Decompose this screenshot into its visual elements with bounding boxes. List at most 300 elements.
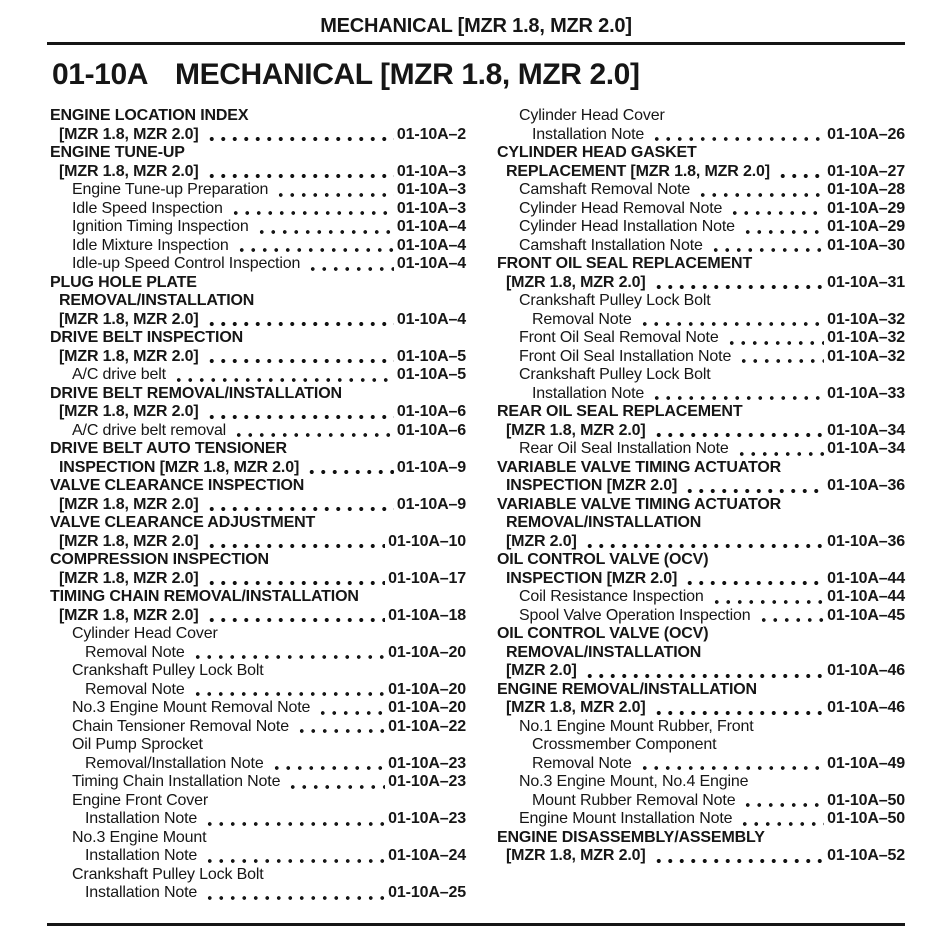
toc-entry-text: INSPECTION [MZR 2.0] [506, 569, 678, 587]
toc-page-number: 01-10A–4 [396, 310, 466, 328]
toc-line [50, 496, 466, 515]
toc-page-number: 01-10A–45 [827, 606, 905, 624]
toc-entry [497, 718, 905, 774]
footer-rule [47, 923, 905, 926]
toc-line [50, 126, 466, 145]
dot-leader [734, 440, 824, 459]
toc-entry-text: Cylinder Head Installation Note [519, 218, 735, 235]
toc-line [50, 422, 466, 441]
dot-leader [740, 792, 824, 811]
toc-entry-text: Crossmember Component [532, 736, 717, 753]
toc-entry-text: Removal Note [532, 310, 632, 328]
toc-line [497, 477, 905, 496]
dot-leader [234, 237, 394, 256]
toc-entry-text: Engine Tune-up Preparation [72, 181, 269, 198]
toc-entry [50, 440, 466, 477]
toc-entry-text: No.3 Engine Mount [72, 828, 207, 846]
toc-page-number: 01-10A–36 [827, 532, 905, 550]
toc-page-number: 01-10A–52 [827, 847, 905, 864]
toc-entry-text: [MZR 1.8, MZR 2.0] [506, 699, 646, 716]
toc-entry-text: VALVE CLEARANCE INSPECTION [50, 477, 305, 494]
toc-entry [50, 514, 466, 551]
toc-entry-text: Cylinder Head Cover [519, 107, 665, 124]
toc-entry [497, 348, 905, 367]
toc-entry-text: [MZR 1.8, MZR 2.0] [59, 310, 199, 328]
toc-page-number: 01-10A–20 [388, 699, 466, 716]
toc-line [50, 403, 466, 422]
toc-line [50, 366, 466, 385]
toc-entry [497, 625, 905, 681]
toc-entry [50, 366, 466, 385]
toc-line [497, 533, 905, 552]
toc-page-number: 01-10A–22 [388, 717, 466, 735]
toc-entry [50, 144, 466, 181]
toc-line [50, 625, 466, 644]
dot-leader [204, 607, 386, 626]
toc-entry [497, 681, 905, 718]
toc-page-number: 01-10A–23 [388, 810, 466, 827]
toc-entry-text: TIMING CHAIN REMOVAL/INSTALLATION [50, 588, 359, 605]
toc-line [497, 681, 905, 700]
toc-entry [50, 625, 466, 662]
toc-line [497, 718, 905, 737]
toc-line [497, 551, 905, 570]
toc-line [50, 773, 466, 792]
toc-entry [50, 107, 466, 144]
toc-entry-text: FRONT OIL SEAL REPLACEMENT [497, 255, 753, 272]
toc-line [497, 810, 905, 829]
dot-leader [582, 533, 825, 552]
toc-entry [50, 662, 466, 699]
toc-page-number: 01-10A–34 [827, 421, 905, 439]
toc-entry-text: Cylinder Head Removal Note [519, 199, 723, 217]
toc-line [50, 718, 466, 737]
toc-page-number: 01-10A–6 [396, 403, 466, 420]
dot-leader [202, 884, 385, 903]
toc-entry [497, 329, 905, 348]
toc-entry-text: Removal Note [85, 680, 185, 698]
toc-line [497, 773, 905, 792]
toc-line [497, 699, 905, 718]
toc-line [497, 607, 905, 626]
toc-entry [50, 237, 466, 256]
toc-page-number: 01-10A–34 [827, 440, 905, 457]
toc-line [497, 274, 905, 293]
toc-line [497, 255, 905, 274]
toc-line [50, 477, 466, 496]
toc-entry-text: Oil Pump Sprocket [72, 736, 203, 753]
toc-entry [497, 773, 905, 810]
toc-entry-text: REPLACEMENT [MZR 1.8, MZR 2.0] [506, 162, 770, 180]
dot-leader [285, 773, 385, 792]
toc-page-number: 01-10A–50 [827, 810, 905, 827]
toc-line [50, 459, 466, 478]
toc-entry-text: REMOVAL/INSTALLATION [506, 514, 702, 531]
toc-line [50, 144, 466, 163]
toc-line [497, 792, 905, 811]
toc-entry-text: REMOVAL/INSTALLATION [506, 643, 702, 661]
dot-leader [204, 163, 394, 182]
toc-entry-text: Coil Resistance Inspection [519, 588, 704, 605]
toc-entry-text: DRIVE BELT INSPECTION [50, 329, 244, 346]
toc-entry-text: Spool Valve Operation Inspection [519, 606, 751, 624]
dot-leader [231, 422, 394, 441]
toc-entry [497, 459, 905, 496]
toc-line [497, 292, 905, 311]
dot-leader [269, 755, 386, 774]
toc-line [497, 385, 905, 404]
toc-entry-text: INSPECTION [MZR 2.0] [506, 477, 678, 494]
toc-entry-text: Front Oil Seal Removal Note [519, 329, 719, 346]
toc-entry [50, 385, 466, 422]
toc-entry-text: Crankshaft Pulley Lock Bolt [519, 292, 711, 309]
dot-leader [637, 755, 825, 774]
section-number: 01-10A [52, 58, 148, 91]
dot-leader [315, 699, 385, 718]
toc-line [497, 311, 905, 330]
toc-entry-text: Removal Note [85, 643, 185, 661]
toc-page-number: 01-10A–4 [396, 255, 466, 272]
toc-entry-text: OIL CONTROL VALVE (OCV) [497, 625, 709, 642]
dot-leader [304, 459, 394, 478]
toc-line [497, 422, 905, 441]
toc-entry [497, 810, 905, 829]
toc-line [497, 496, 905, 515]
toc-line [50, 107, 466, 126]
toc-page-number: 01-10A–32 [827, 329, 905, 346]
toc-entry [497, 181, 905, 200]
page-title [52, 58, 640, 92]
toc-entry-text: Installation Note [85, 884, 198, 901]
toc-line [497, 163, 905, 182]
toc-line [50, 514, 466, 533]
toc-page-number: 01-10A–27 [827, 162, 905, 180]
toc-entry-text: VARIABLE VALVE TIMING ACTUATOR [497, 495, 782, 513]
dot-leader [637, 311, 825, 330]
toc-entry-text: Engine Mount Installation Note [519, 810, 733, 827]
dot-leader [204, 403, 394, 422]
toc-entry [497, 107, 905, 144]
toc-line [50, 181, 466, 200]
toc-entry-text: REAR OIL SEAL REPLACEMENT [497, 403, 743, 420]
toc-entry-text: ENGINE LOCATION INDEX [50, 107, 249, 124]
toc-entry-text: Removal Note [532, 754, 632, 772]
toc-entry [50, 181, 466, 200]
toc-entry-text: Installation Note [85, 847, 198, 864]
toc-page-number: 01-10A–3 [396, 181, 466, 198]
dot-leader [651, 422, 825, 441]
dot-leader [651, 274, 825, 293]
toc-line [497, 329, 905, 348]
toc-line [50, 348, 466, 367]
toc-entry [50, 792, 466, 829]
dot-leader [649, 126, 824, 145]
toc-line [50, 237, 466, 256]
toc-line [497, 144, 905, 163]
toc-entry-text: [MZR 1.8, MZR 2.0] [59, 403, 199, 420]
toc-entry-text: A/C drive belt [72, 366, 166, 383]
dot-leader [695, 181, 824, 200]
toc-line [50, 551, 466, 570]
toc-entry-text: COMPRESSION INSPECTION [50, 551, 269, 568]
toc-entry [497, 829, 905, 866]
toc-page-number: 01-10A–28 [827, 181, 905, 198]
toc-entry [50, 866, 466, 903]
toc-line [50, 810, 466, 829]
toc-page-number: 01-10A–20 [388, 680, 466, 698]
toc-entry-text: Engine Front Cover [72, 791, 209, 809]
toc-line [50, 662, 466, 681]
toc-entry [497, 218, 905, 237]
toc-line [497, 588, 905, 607]
dot-leader [651, 699, 825, 718]
toc-page-number: 01-10A–20 [388, 643, 466, 661]
dot-leader [756, 607, 825, 626]
toc-page-number: 01-10A–4 [396, 218, 466, 235]
toc-line [50, 847, 466, 866]
toc-page-number: 01-10A–49 [827, 754, 905, 772]
toc-column-right [497, 107, 905, 903]
toc-entry [497, 144, 905, 181]
dot-leader [273, 181, 394, 200]
toc-entry-text: [MZR 1.8, MZR 2.0] [59, 347, 199, 365]
toc-page-number: 01-10A–30 [827, 236, 905, 254]
toc-entry-text: No.3 Engine Mount Removal Note [72, 699, 311, 716]
toc-line [50, 607, 466, 626]
toc-entry-text: INSPECTION [MZR 1.8, MZR 2.0] [59, 458, 300, 476]
toc-entry-text: VARIABLE VALVE TIMING ACTUATOR [497, 458, 782, 476]
dot-leader [171, 366, 394, 385]
toc-entry-text: ENGINE DISASSEMBLY/ASSEMBLY [497, 828, 765, 846]
toc-line [497, 459, 905, 478]
toc-entry [50, 477, 466, 514]
dot-leader [202, 810, 385, 829]
toc-entry-text: Camshaft Installation Note [519, 236, 703, 254]
toc-page-number: 01-10A–29 [827, 199, 905, 217]
toc-entry-text: REMOVAL/INSTALLATION [59, 292, 255, 309]
toc-page-number: 01-10A–3 [396, 162, 466, 180]
toc-line [50, 699, 466, 718]
toc-page-number: 01-10A–4 [396, 236, 466, 254]
toc-entry [50, 274, 466, 330]
toc-line [50, 274, 466, 293]
toc-line [50, 588, 466, 607]
toc-entry-text: [MZR 1.8, MZR 2.0] [59, 532, 199, 550]
toc-entry [497, 292, 905, 329]
dot-leader [682, 570, 824, 589]
toc-line [497, 570, 905, 589]
toc-page-number: 01-10A–29 [827, 218, 905, 235]
toc-entry-text: No.3 Engine Mount, No.4 Engine [519, 773, 749, 790]
toc-page-number: 01-10A–23 [388, 754, 466, 772]
toc-line [497, 200, 905, 219]
toc-page-number: 01-10A–17 [388, 569, 466, 587]
toc-line [497, 625, 905, 644]
toc-line [50, 533, 466, 552]
toc-page-number: 01-10A–32 [827, 310, 905, 328]
toc-entry-text: Installation Note [85, 810, 198, 827]
toc-line [50, 829, 466, 848]
toc-page-number: 01-10A–50 [827, 791, 905, 809]
toc-line [497, 662, 905, 681]
toc-page-number: 01-10A–23 [388, 773, 466, 790]
toc-entry-text: PLUG HOLE PLATE [50, 273, 197, 291]
toc-entry-text: Crankshaft Pulley Lock Bolt [72, 662, 264, 679]
toc-entry-text: No.1 Engine Mount Rubber, Front [519, 717, 754, 735]
toc-page-number: 01-10A–2 [396, 125, 466, 143]
toc-entry-text: [MZR 1.8, MZR 2.0] [59, 125, 199, 143]
toc-line [50, 255, 466, 274]
dot-leader [740, 218, 824, 237]
toc-entry [50, 200, 466, 219]
dot-leader [294, 718, 385, 737]
toc-page-number: 01-10A–33 [827, 384, 905, 402]
dot-leader [204, 348, 394, 367]
toc-entry [497, 496, 905, 552]
dot-leader [305, 255, 394, 274]
toc-line [50, 385, 466, 404]
toc-entry [50, 422, 466, 441]
toc-page-number: 01-10A–5 [396, 347, 466, 365]
toc-entry [497, 255, 905, 292]
toc-page-number: 01-10A–25 [388, 884, 466, 901]
toc-entry [50, 329, 466, 366]
toc-entry-text: VALVE CLEARANCE ADJUSTMENT [50, 514, 316, 531]
toc-line [497, 440, 905, 459]
toc-entry-text: Cylinder Head Cover [72, 625, 218, 642]
toc-entry-text: Removal/Installation Note [85, 754, 264, 772]
toc-entry [497, 200, 905, 219]
toc-entry-text: CYLINDER HEAD GASKET [497, 144, 697, 161]
toc-entry [50, 588, 466, 625]
toc-page-number: 01-10A–46 [827, 662, 905, 679]
toc-entry [50, 255, 466, 274]
toc-line [497, 107, 905, 126]
toc-page-number: 01-10A–44 [827, 569, 905, 587]
dot-leader [254, 218, 394, 237]
dot-leader [651, 847, 825, 866]
toc-entry-text: DRIVE BELT REMOVAL/INSTALLATION [50, 384, 342, 402]
toc-line [497, 181, 905, 200]
toc-page-number: 01-10A–36 [827, 477, 905, 494]
toc-entry-text: [MZR 1.8, MZR 2.0] [506, 847, 646, 864]
toc-entry-text: Crankshaft Pulley Lock Bolt [72, 865, 264, 883]
toc-page-number: 01-10A–32 [827, 347, 905, 365]
toc-entry-text: [MZR 1.8, MZR 2.0] [59, 606, 199, 624]
toc-entry-text: [MZR 1.8, MZR 2.0] [506, 421, 646, 439]
toc-entry [50, 736, 466, 773]
toc-line [497, 514, 905, 533]
toc-entry-text: DRIVE BELT AUTO TENSIONER [50, 440, 287, 457]
toc-entry-text: [MZR 2.0] [506, 532, 577, 550]
toc-line [497, 126, 905, 145]
running-header: MECHANICAL [MZR 1.8, MZR 2.0] [320, 15, 632, 37]
toc-line [497, 736, 905, 755]
toc-entry [497, 403, 905, 440]
toc-entry [50, 218, 466, 237]
toc-entry-text: ENGINE REMOVAL/INSTALLATION [497, 680, 757, 698]
toc-entry-text: [MZR 2.0] [506, 662, 577, 679]
toc-page-number: 01-10A–46 [827, 699, 905, 716]
dot-leader [204, 570, 386, 589]
toc-line [50, 292, 466, 311]
toc-page-number: 01-10A–26 [827, 125, 905, 143]
toc-entry-text: Camshaft Removal Note [519, 181, 691, 198]
toc-line [497, 348, 905, 367]
toc-entry-text: OIL CONTROL VALVE (OCV) [497, 551, 709, 568]
table-of-contents [50, 107, 905, 903]
toc-line [50, 329, 466, 348]
toc-entry-text: ENGINE TUNE-UP [50, 144, 185, 161]
toc-entry [497, 607, 905, 626]
dot-leader [649, 385, 824, 404]
dot-leader [724, 329, 825, 348]
header-rule [47, 42, 905, 45]
toc-line [497, 847, 905, 866]
toc-entry-text: Installation Note [532, 125, 645, 143]
toc-entry [497, 551, 905, 588]
toc-entry-text: A/C drive belt removal [72, 421, 227, 439]
dot-leader [190, 644, 386, 663]
toc-entry-text: Chain Tensioner Removal Note [72, 717, 289, 735]
dot-leader [682, 477, 824, 496]
toc-entry [497, 237, 905, 256]
toc-line [50, 570, 466, 589]
toc-entry-text: Crankshaft Pulley Lock Bolt [519, 366, 711, 383]
toc-entry [50, 718, 466, 737]
toc-entry-text: [MZR 1.8, MZR 2.0] [506, 273, 646, 291]
toc-entry [50, 773, 466, 792]
dot-leader [709, 588, 825, 607]
dot-leader [775, 163, 824, 182]
toc-entry [50, 829, 466, 866]
toc-entry-text: Idle Mixture Inspection [72, 236, 229, 254]
toc-line [50, 644, 466, 663]
toc-entry [50, 551, 466, 588]
toc-page-number: 01-10A–6 [396, 421, 466, 439]
toc-entry [50, 699, 466, 718]
toc-line [50, 218, 466, 237]
toc-page-number: 01-10A–31 [827, 273, 905, 291]
toc-entry-text: Rear Oil Seal Installation Note [519, 440, 729, 457]
toc-line [50, 681, 466, 700]
dot-leader [204, 496, 394, 515]
toc-line [50, 755, 466, 774]
toc-page-number: 01-10A–24 [388, 847, 466, 864]
dot-leader [736, 348, 824, 367]
toc-page-number: 01-10A–10 [388, 532, 466, 550]
toc-entry-text: Installation Note [532, 384, 645, 402]
toc-line [497, 237, 905, 256]
toc-page-number: 01-10A–18 [388, 606, 466, 624]
toc-line [497, 829, 905, 848]
toc-line [50, 866, 466, 885]
toc-page-number: 01-10A–9 [396, 495, 466, 513]
dot-leader [204, 533, 386, 552]
toc-page-number: 01-10A–9 [396, 458, 466, 476]
toc-entry-text: [MZR 1.8, MZR 2.0] [59, 162, 199, 180]
toc-page-number: 01-10A–3 [396, 199, 466, 217]
toc-page-number: 01-10A–5 [396, 366, 466, 383]
section-title-text: MECHANICAL [MZR 1.8, MZR 2.0] [175, 58, 640, 91]
dot-leader [582, 662, 825, 681]
dot-leader [202, 847, 385, 866]
toc-entry-text: Timing Chain Installation Note [72, 773, 281, 790]
toc-entry-text: Idle-up Speed Control Inspection [72, 255, 301, 272]
dot-leader [228, 200, 394, 219]
dot-leader [204, 126, 394, 145]
dot-leader [727, 200, 824, 219]
